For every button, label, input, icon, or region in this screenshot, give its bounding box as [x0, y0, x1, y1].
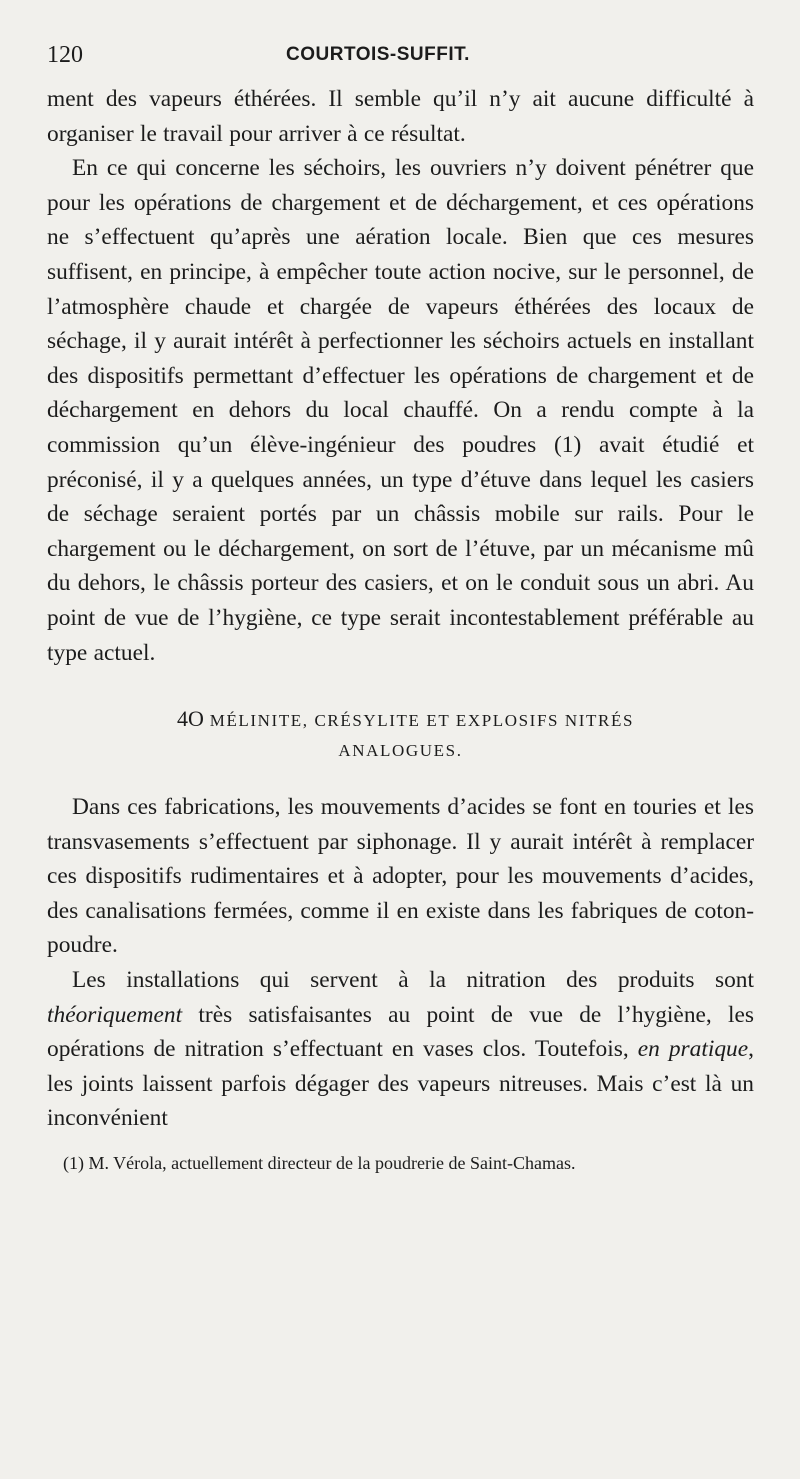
running-title: COURTOIS-SUFFIT.: [286, 44, 470, 65]
paragraph-acides: Dans ces fabrications, les mouvements d’acides se font en touries et les transvasements s’effectuent par siphonage. Il y aurait intérêt à remplacer ces dispositifs rudimentaires et à adopter, pour les mouvements d’acides, des canalisations fermées, comme il en existe dans les fabriques de coton-poudre.: [47, 794, 754, 959]
page-number: 120: [47, 42, 83, 68]
nitration-text-a: Les installations qui servent à la nitration des produits sont: [72, 967, 754, 994]
paragraph-continuation: ment des vapeurs éthérées. Il semble qu’il n’y ait aucune difficulté à organiser le travail pour arriver à ce résultat.: [47, 86, 754, 147]
section-heading: [47, 704, 754, 766]
paragraph-sechoirs: En ce qui concerne les séchoirs, les ouvriers n’y doivent pénétrer que pour les opérations de chargement et de déchargement, et ces opérations ne s’effectuent qu’après une aération locale. Bien que ces mesures suffisent, en principe, à empêcher toute action nocive, sur le personnel, de l’atmosphère chaude et chargée de vapeurs éthérées des locaux de séchage, il y aurait intérêt à perfectionner les séchoirs actuels en installant des dispositifs permettant d’effectuer les opérations de chargement et de déchargement en dehors du local chauffé. On a rendu compte à la commission qu’un élève-ingénieur des poudres (1) avait étudié et préconisé, il y a quelques années, un type d’étuve dans lequel les casiers de séchage seraient portés par un châssis mobile sur rails. Pour le chargement ou le déchargement, on sort de l’étuve, par un mécanisme mû du dehors, le châssis porteur des casiers, et on le conduit sous un abri. Au point de vue de l’hygiène, ce type serait incontestablement préférable au type actuel.: [47, 155, 754, 666]
nitration-text-c: , les joints laissent parfois dégager des vapeurs nitreuses. Mais c’est là un inconvénient: [47, 1036, 754, 1132]
body-text: [47, 82, 754, 1136]
nitration-text-b: très satisfaisantes au point de vue de l’hygiène, les opérations de nitration s’effectuant en vases clos. Toutefois,: [47, 1001, 754, 1063]
emphasis-en-pratique: en pratique: [637, 1036, 749, 1063]
section-heading-line-2: ANALOGUES.: [338, 741, 463, 761]
emphasis-theoriquement: théoriquement: [47, 1001, 183, 1028]
footnote: (1) M. Vérola, actuellement directeur de la poudrerie de Saint-Chamas.: [63, 1153, 576, 1174]
running-head: [47, 30, 754, 74]
section-title-text: MÉLINITE, CRÉSYLITE ET EXPLOSIFS NITRÉS: [209, 711, 635, 731]
paragraph-nitration: [47, 963, 754, 1136]
section-number: 4O: [176, 706, 204, 732]
section-heading-line-1: [47, 704, 754, 736]
